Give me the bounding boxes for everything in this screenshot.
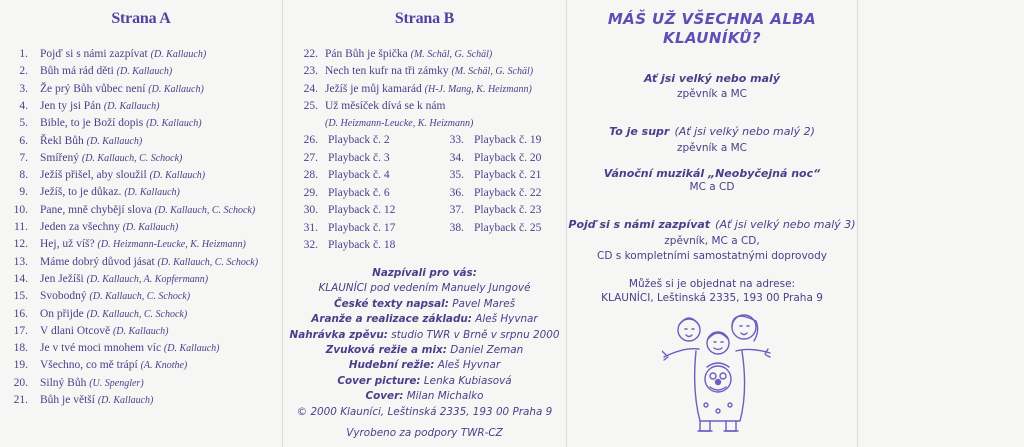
- playback-number: 28.: [303, 169, 318, 181]
- credit-value: Daniel Zeman: [450, 344, 524, 357]
- album-format: zpěvník a MC: [676, 142, 747, 154]
- playback-number: 31.: [303, 221, 318, 234]
- credits-block: [283, 266, 566, 441]
- track-credit: (D. Kallauch): [150, 49, 207, 60]
- playback-number: 35.: [449, 169, 464, 181]
- track-title: Bible, to je Boží dopis: [40, 117, 144, 130]
- playback-row: [436, 152, 541, 164]
- playback-label: Playback č. 23: [474, 204, 542, 216]
- track-title-line: [40, 152, 182, 164]
- track-number: 3.: [19, 82, 28, 95]
- credit-role: Aranže a realizace základu:: [311, 313, 472, 326]
- order-line: Můžeš si je objednat na adrese:: [628, 278, 796, 290]
- track-credit: (D. Kallauch): [148, 83, 204, 95]
- credit-line: [283, 405, 566, 420]
- credit-value: Lenka Kubiasová: [423, 374, 512, 387]
- track-credit: (D. Kallauch): [116, 66, 173, 78]
- track-number: 24.: [303, 82, 318, 95]
- credit-line: [283, 266, 566, 281]
- track-row: [0, 169, 282, 187]
- child-head-middle: [707, 332, 729, 354]
- track-row: [0, 377, 282, 395]
- track-credit: (D. Kallauch): [149, 170, 206, 182]
- track-number: 25.: [303, 99, 318, 112]
- credit-value: Vyrobeno za podpory TWR-CZ: [346, 427, 503, 440]
- track-number: 22.: [303, 48, 318, 60]
- track-number: 8.: [19, 169, 28, 182]
- track-title: Ježíš, to je důkaz.: [40, 186, 122, 199]
- playback-row: [290, 152, 390, 164]
- track-row: [0, 342, 282, 360]
- credit-line: [283, 312, 566, 327]
- track-credit: (D. Kallauch): [122, 222, 179, 233]
- playback-row: [436, 204, 541, 216]
- track-title: V dlani Otcově: [40, 324, 111, 337]
- track-title: Všechno, co mě trápí: [40, 359, 138, 372]
- track-row: [0, 135, 282, 153]
- track-row: [0, 273, 282, 291]
- playback-row: [290, 222, 395, 234]
- track-credit: (D. Heizmann-Leucke, K. Heizmann): [97, 239, 246, 251]
- track-number: 20.: [13, 376, 28, 389]
- side-b-heading: Strana B: [394, 10, 455, 27]
- track-title-line: [40, 83, 204, 95]
- track-title: Už měsíček dívá se k nám: [325, 99, 446, 112]
- track-number: 9.: [19, 186, 28, 199]
- track-row: [0, 117, 282, 135]
- album-subtitle: (Ať jsi velký nebo malý 2): [674, 125, 815, 138]
- credit-value: Milan Michalko: [406, 390, 484, 403]
- track-title: Řekl Bůh: [40, 134, 84, 147]
- album-title: To je supr: [609, 125, 670, 138]
- playback-label: Playback č. 22: [474, 186, 542, 199]
- track-title: Ježíš přišel, aby sloužil: [40, 169, 147, 182]
- track-credit: (D. Kallauch): [112, 325, 169, 337]
- track-credit: (A. Knothe): [140, 360, 188, 372]
- order-info: [567, 277, 857, 305]
- track-number: 6.: [19, 134, 28, 147]
- track-title: Ježíš je můj kamarád: [325, 82, 422, 95]
- track-row: [0, 65, 282, 83]
- album-item: [567, 72, 857, 100]
- track-title: Pán Bůh je špička: [325, 48, 408, 60]
- track-title-line: [40, 117, 202, 129]
- track-title-line: [40, 204, 255, 216]
- playback-label: Playback č. 17: [328, 221, 396, 234]
- track-credit: (D. Kallauch, C. Schock): [154, 204, 256, 216]
- track-row: [0, 359, 282, 377]
- track-row: [0, 325, 282, 343]
- playback-row: [290, 187, 390, 199]
- track-title: Nech ten kufr na tři zámky: [325, 65, 449, 78]
- track-number: 5.: [19, 117, 28, 130]
- playback-number: 27.: [303, 151, 318, 164]
- track-title-line: [325, 117, 473, 129]
- track-title-line: [40, 342, 219, 354]
- track-title-line: [40, 221, 178, 233]
- credit-value: studio TWR v Brně v srpnu 2000: [391, 328, 560, 341]
- track-title: Bůh je větší: [40, 394, 95, 406]
- playback-number: 32.: [303, 239, 318, 251]
- playback-row: [436, 187, 541, 199]
- track-title-line: [40, 394, 153, 406]
- album-title: Ať jsi velký nebo malý: [643, 72, 780, 85]
- track-row: [0, 100, 282, 118]
- track-credit: (D. Kallauch): [124, 187, 180, 199]
- credit-role: Cover:: [365, 390, 404, 403]
- credit-line: [283, 328, 566, 343]
- track-title-line: [40, 290, 190, 302]
- track-title: Máme dobrý důvod jásat: [40, 255, 155, 268]
- credit-line: [283, 358, 566, 373]
- track-number: 2.: [19, 65, 28, 78]
- playback-number: 36.: [449, 186, 464, 199]
- track-row: [0, 152, 282, 170]
- track-title: Jen ty jsi Pán: [40, 99, 102, 112]
- track-number: 21.: [13, 394, 28, 406]
- album-extra-format: CD s kompletními samostatnými doprovody: [597, 250, 827, 262]
- playback-number: 30.: [303, 204, 318, 216]
- track-title-line: [40, 238, 246, 250]
- playback-label: Playback č. 21: [474, 169, 542, 181]
- track-row: [0, 394, 282, 412]
- track-title-line: [40, 273, 208, 285]
- playback-number: 29.: [303, 186, 318, 199]
- track-credit: (M. Schäl, G. Schäl): [451, 66, 534, 78]
- playback-label: Playback č. 4: [328, 169, 390, 181]
- credit-role: České texty napsal:: [334, 297, 449, 310]
- track-title-line: [40, 308, 187, 320]
- track-credit: (M. Schäl, G. Schäl): [410, 49, 493, 60]
- albums-title-line2: KLAUNÍKŮ?: [662, 29, 761, 47]
- track-credit: (D. Heizmann-Leucke, K. Heizmann): [325, 118, 474, 130]
- track-number: 17.: [13, 324, 28, 337]
- track-title-line: [40, 186, 180, 198]
- playback-row: [436, 222, 541, 234]
- track-credit: (D. Kallauch, A. Kopfermann): [86, 273, 209, 285]
- track-credit: (D. Kallauch, C. Schock): [157, 256, 259, 268]
- album-format: zpěvník a MC: [676, 88, 747, 100]
- track-row: [283, 65, 566, 83]
- track-number: 12.: [13, 238, 28, 251]
- albums-title: [567, 10, 857, 48]
- track-title: On přijde: [40, 307, 84, 320]
- track-title-line: [40, 48, 206, 60]
- track-credit: (D. Kallauch): [103, 100, 160, 112]
- track-title-line: [40, 359, 187, 371]
- credit-role: Nazpívali pro vás:: [372, 267, 477, 279]
- track-title: Jeden za všechny: [40, 221, 120, 233]
- track-number: 7.: [19, 151, 28, 164]
- track-credit: (D. Kallauch, C. Schock): [86, 308, 188, 320]
- track-title-line: [40, 325, 168, 337]
- credit-value: Aleš Hyvnar: [437, 359, 501, 372]
- playback-label: Playback č. 3: [328, 151, 390, 164]
- track-credit: (H-J. Mang, K. Heizmann): [424, 83, 532, 95]
- playback-row: [290, 169, 390, 181]
- playback-row: [436, 169, 541, 181]
- track-title: Jen Ježíši: [40, 272, 84, 285]
- clowns-drawing: [662, 305, 772, 435]
- album-subtitle: (Ať jsi velký nebo malý 3): [715, 218, 856, 231]
- track-title-line: [325, 65, 533, 77]
- track-number: 19.: [13, 359, 28, 372]
- playback-label: Playback č. 18: [328, 239, 396, 251]
- track-title-line: [40, 169, 205, 181]
- credit-role: Hudební režie:: [348, 359, 435, 372]
- track-row: [283, 117, 566, 135]
- credit-line: [283, 374, 566, 389]
- track-number: 1.: [19, 48, 28, 60]
- side-a-heading: Strana A: [111, 10, 171, 27]
- track-number: 4.: [19, 99, 28, 112]
- track-title-line: [325, 48, 492, 60]
- credit-line: [283, 343, 566, 358]
- track-credit: (U. Spengler): [89, 377, 144, 389]
- playback-label: Playback č. 19: [474, 134, 542, 146]
- track-row: [283, 100, 566, 118]
- credit-line: [283, 389, 566, 404]
- playback-number: 26.: [303, 134, 318, 146]
- playback-number: 38.: [449, 221, 464, 234]
- track-credit: (D. Kallauch): [163, 343, 220, 355]
- track-credit: (D. Kallauch): [86, 135, 143, 147]
- track-title-line: [40, 377, 144, 389]
- track-row: [283, 83, 566, 101]
- credit-value: KLAUNÍCI pod vedením Manuely Jungové: [318, 282, 531, 295]
- track-row: [0, 204, 282, 222]
- track-row: [0, 221, 282, 239]
- playback-label: Playback č. 20: [474, 151, 542, 164]
- credit-line: [283, 281, 566, 296]
- credit-value: Pavel Mareš: [452, 297, 515, 310]
- track-credit: (D. Kallauch): [146, 118, 202, 130]
- playback-row: [290, 239, 395, 251]
- playback-row: [290, 204, 395, 216]
- track-title: Pojď si s námi zazpívat: [40, 48, 148, 60]
- track-title: Smířený: [40, 151, 79, 164]
- track-number: 23.: [303, 65, 318, 78]
- track-credit: (D. Kallauch, C. Schock): [89, 291, 191, 303]
- credit-role: Zvuková režie a mix:: [325, 344, 447, 357]
- album-item: [567, 120, 857, 154]
- playback-number: 33.: [449, 134, 464, 146]
- track-number: 13.: [13, 255, 28, 268]
- albums-panel: [567, 0, 857, 447]
- track-row: [0, 290, 282, 308]
- order-address: KLAUNÍCI, Leštinská 2335, 193 00 Praha 9: [601, 292, 823, 304]
- track-title-line: [40, 256, 258, 268]
- track-row: [0, 186, 282, 204]
- track-title-line: [325, 83, 532, 95]
- playback-label: Playback č. 25: [474, 221, 542, 234]
- track-credit: (D. Kallauch, C. Schock): [81, 152, 183, 164]
- track-title: Bůh má rád děti: [40, 65, 114, 78]
- blank-flap: [858, 0, 1024, 447]
- track-number: 18.: [13, 342, 28, 355]
- playback-row: [290, 134, 390, 146]
- track-row: [0, 256, 282, 274]
- track-title: Silný Bůh: [40, 376, 87, 389]
- credit-role: Nahrávka zpěvu:: [289, 328, 388, 341]
- credit-role: Cover picture:: [337, 374, 421, 387]
- album-title: Vánoční muzikál „Neobyčejná noc“: [603, 167, 821, 180]
- track-title-line: [40, 100, 159, 112]
- track-title-line: [325, 100, 445, 112]
- credit-line: [283, 426, 566, 441]
- track-row: [0, 238, 282, 256]
- track-title: Svobodný: [40, 290, 87, 303]
- album-format: zpěvník, MC a CD,: [664, 235, 760, 247]
- track-title-line: [40, 65, 172, 77]
- album-item: [567, 213, 857, 262]
- track-title: Že prý Bůh vůbec není: [40, 82, 146, 95]
- track-title: Hej, už víš?: [40, 238, 95, 251]
- side-a-panel: [0, 0, 282, 447]
- track-number: 16.: [13, 307, 28, 320]
- track-title: Pane, mně chybějí slova: [40, 203, 152, 216]
- playback-label: Playback č. 6: [328, 186, 390, 199]
- credit-value: Aleš Hyvnar: [475, 313, 538, 326]
- track-credit: (D. Kallauch): [97, 395, 154, 406]
- album-item: [567, 167, 857, 193]
- track-number: 10.: [13, 203, 28, 216]
- track-number: 14.: [13, 272, 28, 285]
- playback-label: Playback č. 12: [328, 204, 396, 216]
- playback-number: 34.: [449, 151, 464, 164]
- credit-value: © 2000 Klauníci, Leštinská 2335, 193 00 Praha 9: [296, 405, 553, 418]
- track-number: 11.: [14, 221, 28, 233]
- playback-number: 37.: [449, 204, 464, 216]
- album-title: Pojď si s námi zazpívat: [568, 218, 711, 231]
- side-b-panel: [283, 0, 566, 447]
- credit-line: [283, 297, 566, 312]
- playback-row: [436, 134, 541, 146]
- track-title-line: [40, 135, 142, 147]
- playback-label: Playback č. 2: [328, 134, 390, 146]
- track-number: 15.: [13, 290, 28, 303]
- track-title: Je v tvé moci mnohem víc: [40, 342, 162, 355]
- track-row: [0, 48, 282, 66]
- track-row: [283, 48, 566, 66]
- track-row: [0, 308, 282, 326]
- track-row: [0, 83, 282, 101]
- album-format: MC a CD: [689, 181, 735, 193]
- albums-title-line1: MÁŠ UŽ VŠECHNA ALBA: [607, 10, 817, 28]
